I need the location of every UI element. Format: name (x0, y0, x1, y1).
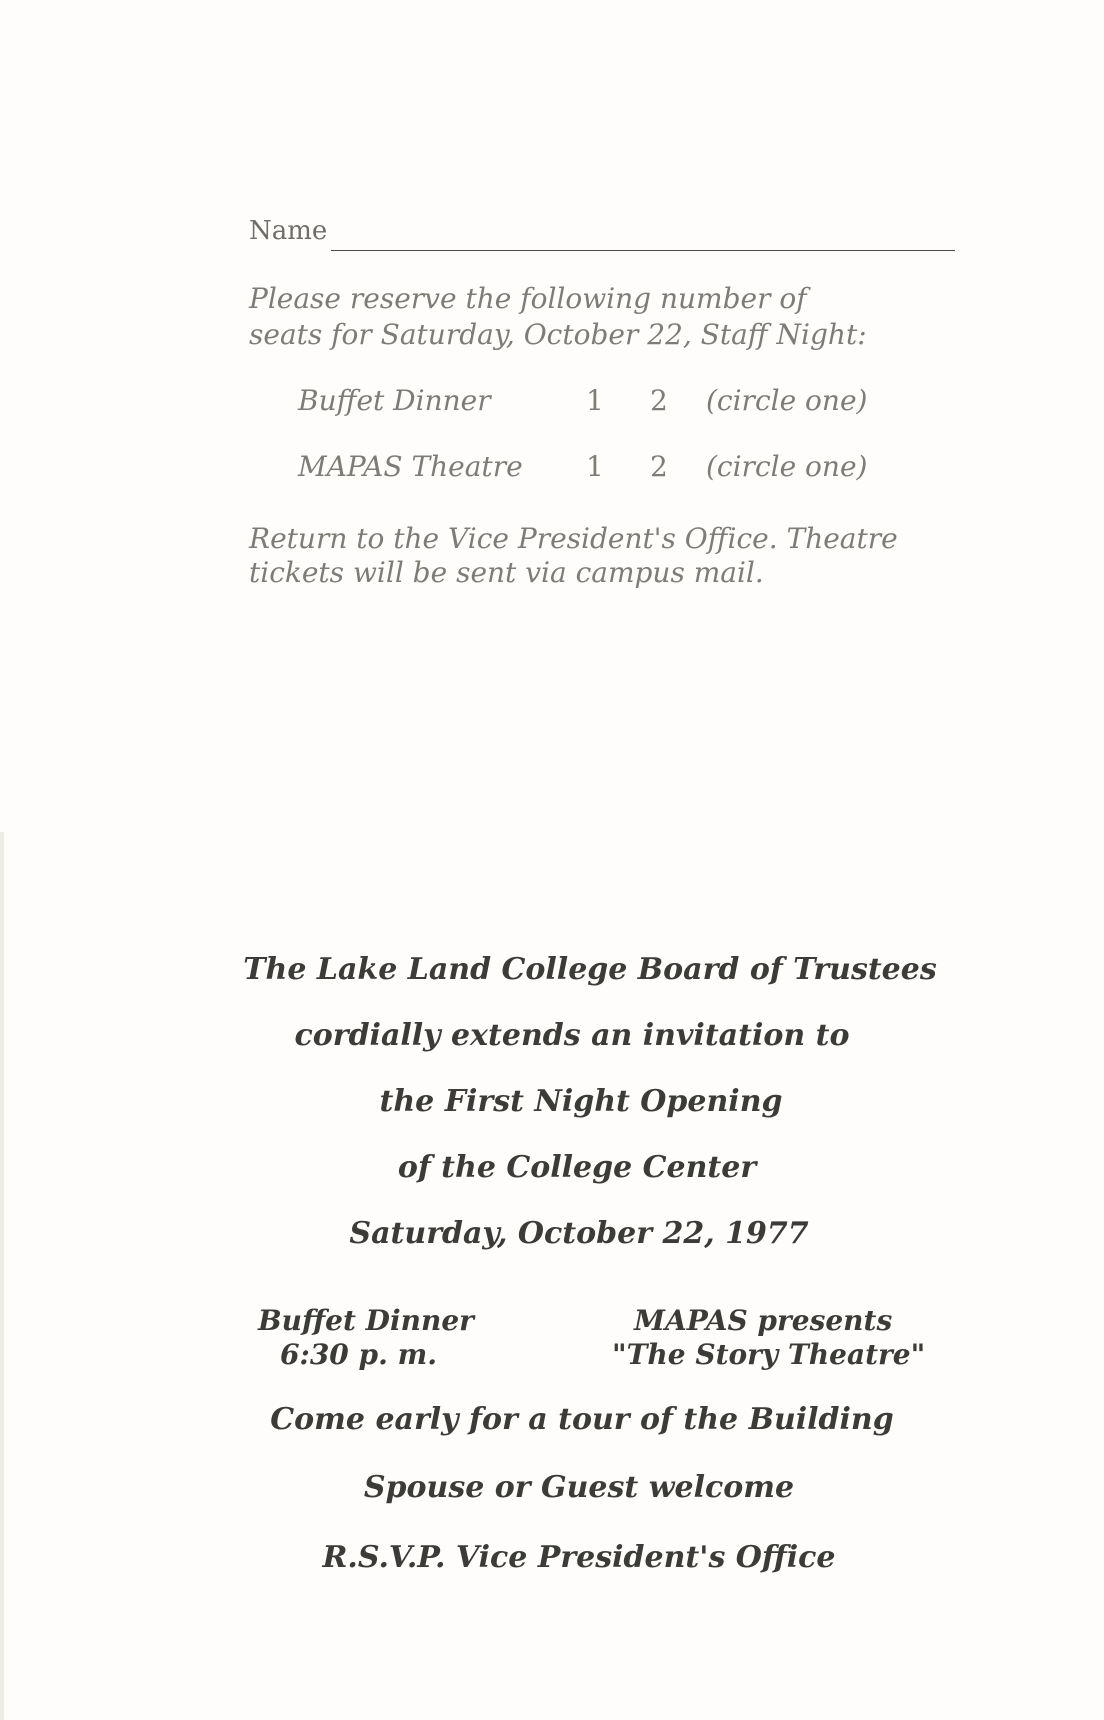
invite-date: Saturday, October 22, 1977 (349, 1216, 809, 1251)
reply-form (0, 0, 1104, 640)
invite-guest-note: Spouse or Guest welcome (363, 1470, 795, 1505)
name-field-row (249, 212, 959, 262)
seat-row-label: MAPAS Theatre (298, 450, 523, 483)
seat-option-2[interactable]: 2 (650, 450, 668, 483)
circle-one-hint: (circle one) (706, 450, 868, 483)
invite-line-college-center: of the College Center (397, 1150, 757, 1185)
seat-option-1[interactable]: 1 (586, 450, 604, 483)
seat-row-buffet-dinner (298, 384, 938, 424)
name-blank-line[interactable] (331, 250, 955, 251)
theatre-details (612, 1304, 952, 1372)
invite-tour-note: Come early for a tour of the Building (270, 1402, 894, 1437)
invitation-text (0, 900, 1104, 1720)
seat-option-1[interactable]: 1 (586, 384, 604, 417)
buffet-dinner-title: Buffet Dinner (258, 1304, 474, 1337)
invite-rsvp: R.S.V.P. Vice President's Office (322, 1540, 836, 1575)
reserve-line-1: Please reserve the following number of (249, 282, 807, 315)
reserve-line-2: seats for Saturday, October 22, Staff Night: (249, 318, 867, 351)
invite-line-first-night: the First Night Opening (379, 1084, 783, 1119)
seat-option-2[interactable]: 2 (650, 384, 668, 417)
invite-line-cordially: cordially extends an invitation to (294, 1018, 850, 1053)
theatre-show-title: "The Story Theatre" (612, 1338, 926, 1371)
return-line-1: Return to the Vice President's Office. Theatre (249, 522, 898, 555)
buffet-dinner-time: 6:30 p. m. (280, 1338, 437, 1371)
name-label: Name (249, 216, 328, 246)
theatre-presents: MAPAS presents (634, 1304, 893, 1337)
circle-one-hint: (circle one) (706, 384, 868, 417)
return-line-2: tickets will be sent via campus mail. (249, 556, 764, 589)
event-details (0, 1304, 1104, 1380)
seat-row-mapas-theatre (298, 450, 938, 490)
seat-row-label: Buffet Dinner (298, 384, 491, 417)
invite-line-board: The Lake Land College Board of Trustees (243, 952, 937, 987)
buffet-dinner-details (258, 1304, 498, 1372)
